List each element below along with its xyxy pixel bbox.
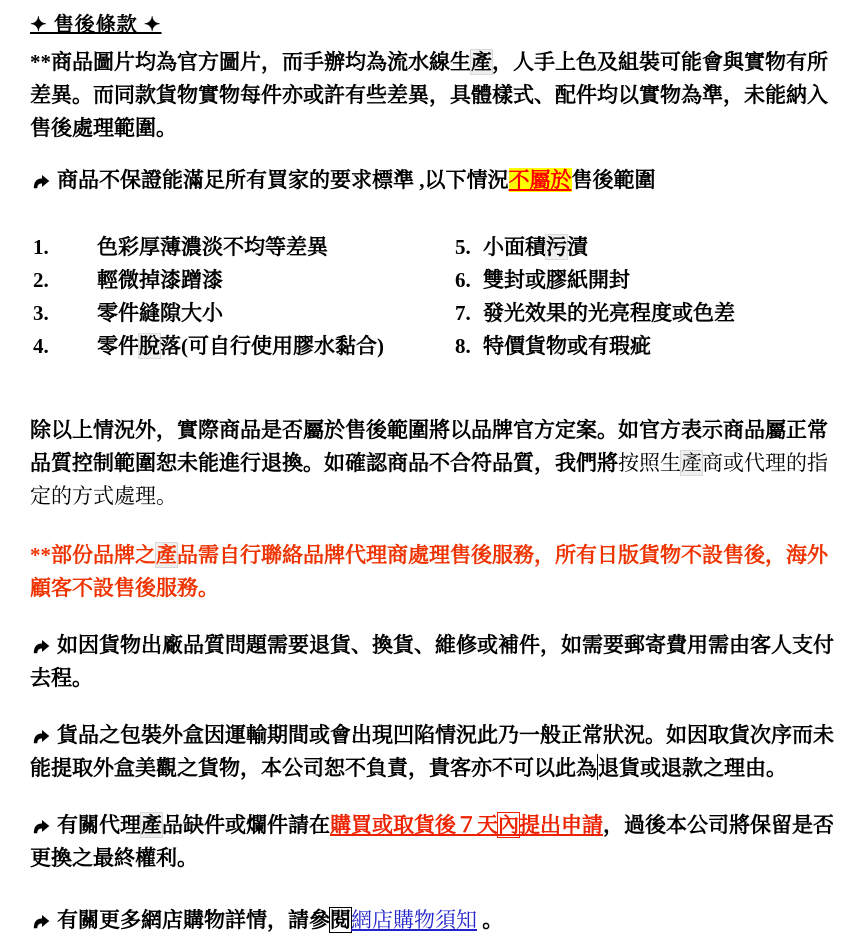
text-segment: 產 [141,813,162,837]
text-segment: 閱 [330,908,351,932]
list-item-text [483,297,735,330]
list-item [455,330,846,363]
list-item-text [97,330,384,363]
list-item-text [97,264,223,297]
text-segment: 輕微掉漆蹭漆 [97,268,223,292]
more-info-statement [30,904,846,937]
page-title: ✦ 售後條款 ✦ [30,14,162,36]
claim-deadline-statement [30,809,846,875]
list-item-text [97,231,328,264]
text-segment: 漬 [567,235,588,259]
list-row [30,330,846,363]
text-segment: 發光效果的光亮程度或色差 [483,301,735,325]
list-item-number: 7. [455,301,471,325]
brand-agent-notice [30,539,846,605]
deadline-emphasis: 提出申請 [519,813,603,837]
deadline-emphasis: 購買或取貨後７天 [330,813,498,837]
list-item [455,297,846,330]
curved-right-arrow-icon [30,638,50,654]
text-segment: 污 [546,235,567,259]
text-segment: 如因貨物出廠品質問題需要退貨、換貨、維修或補件，如需要郵寄費用需由客人支付去程。 [30,633,834,690]
text-segment: 品需自行聯絡品牌代理商處理售後服務，所有日版貨物不設售後，海外顧客不設售後服務。 [30,543,828,600]
deadline-emphasis: 內 [498,813,519,837]
list-item [455,264,846,297]
text-segment: 商品不保證能滿足所有買家的要求標準 ,以下情況 [57,168,509,192]
list-item-number: 3. [33,301,49,325]
text-segment: 按照生 [618,451,681,475]
list-item-number: 2. [33,268,49,292]
list-item [455,231,846,264]
list-item [30,231,455,264]
text-segment: 色彩厚薄濃淡不均等差異 [97,235,328,259]
curved-right-arrow-icon [30,818,50,834]
text-segment: ，過後本公司將保留是否更換之最終權利。 [30,813,834,870]
list-item-number: 5. [455,235,471,259]
text-segment: 產 [471,50,492,74]
list-row [30,297,846,330]
not-covered-statement [30,164,846,197]
official-decision-paragraph [30,414,846,513]
list-item-number: 6. [455,268,471,292]
curved-right-arrow-icon [30,173,50,189]
text-segment: ，人手上色及組裝可能會與實物有所差異。而同款貨物實物每件亦或許有些差異，具體樣式、配件均以實物為準，未能納入售後處理範圍。 [30,50,828,140]
list-item-text [97,297,223,330]
text-segment: 售後範圍 [571,168,656,192]
text-segment: 除以上情況外，實際商品是否屬於售後範圍將以品牌官方定案。如官方表示商品屬正常品質控制範圍恕未能進行退換。如確認商品不合符品質，我們將 [30,418,828,475]
text-segment: 貨品之包裝外盒因運輸期間或會出現凹陷情況此乃一般正常狀況。如因取貨次序而未能提取外盒美觀之貨物，本公司恕不負責，貴客亦不可以此為 [30,723,834,780]
list-row [30,264,846,297]
curved-right-arrow-icon [30,728,50,744]
text-segment: 品缺件或爛件請在 [162,813,330,837]
list-item-number: 4. [33,334,49,358]
text-segment: 。 [477,908,504,932]
list-row [30,231,846,264]
list-item-number: 1. [33,235,49,259]
text-segment: 落(可自行使用膠水黏合) [160,334,384,358]
list-item [30,297,455,330]
text-segment: **部份品牌之 [30,543,156,567]
text-segment: 退貨或退款之理由。 [598,756,787,780]
list-item-number: 8. [455,334,471,358]
text-segment: 產 [156,543,177,567]
text-segment: 零件 [97,334,139,358]
text-segment: 特價貨物或有瑕疵 [483,334,651,358]
text-segment: 小面積 [483,235,546,259]
text-segment: 零件縫隙大小 [97,301,223,325]
list-item [30,330,455,363]
intro-paragraph [30,46,846,145]
text-segment: 有關更多網店購物詳情，請參 [57,908,330,932]
shipping-fee-statement [30,629,846,695]
text-segment: 脫 [139,334,160,358]
exclusion-list [30,231,846,363]
text-segment: 商或代理的指定的方式處理。 [30,451,828,508]
list-item-text [483,231,588,264]
packaging-dent-statement [30,719,846,785]
text-segment: 雙封或膠紙開封 [483,268,630,292]
store-shopping-notice-link[interactable]: 網店購物須知 [351,908,477,932]
list-item [30,264,455,297]
text-segment: 有關代理 [57,813,141,837]
text-segment: 產 [681,451,702,475]
curved-right-arrow-icon [30,913,50,929]
highlighted-text: 不屬於 [508,168,572,192]
text-segment: **商品圖片均為官方圖片，而手辦均為流水線生 [30,50,471,74]
list-item-text [483,264,630,297]
blocks [30,46,846,937]
list-item-text [483,330,651,363]
